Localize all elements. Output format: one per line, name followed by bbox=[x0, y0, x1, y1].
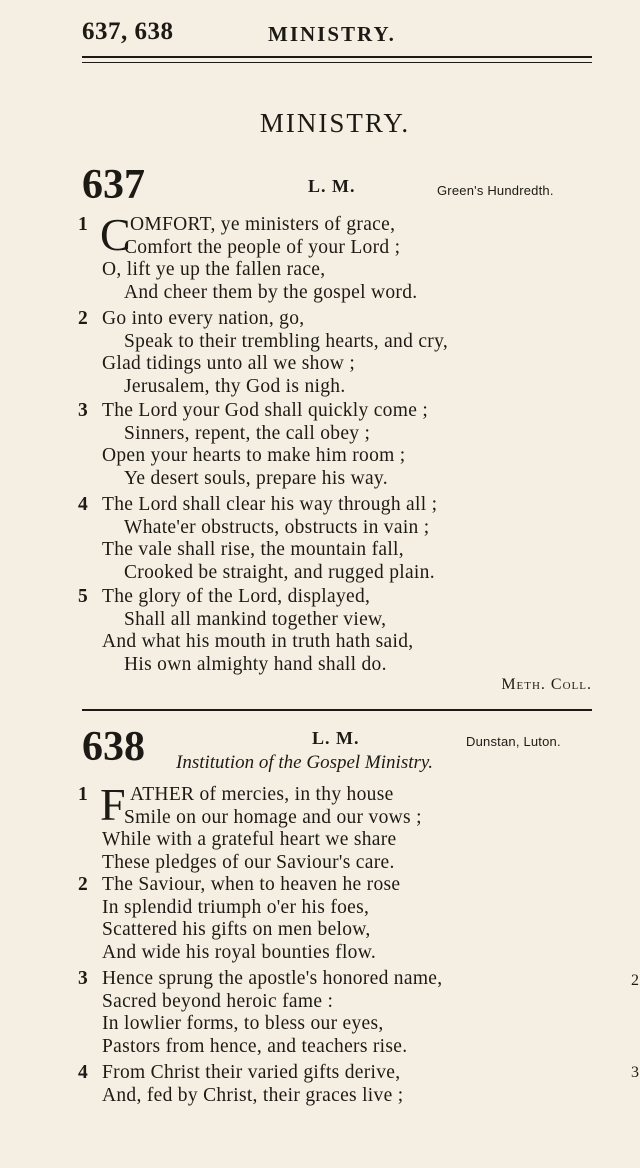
hymn-tune: Dunstan, Luton. bbox=[466, 734, 561, 749]
stanza-line: O, lift ye up the fallen race, bbox=[102, 259, 326, 280]
stanza-line: And cheer them by the gospel word. bbox=[124, 281, 418, 303]
hymn-meter: L. M. bbox=[312, 728, 360, 748]
margin-mark: 3 bbox=[631, 1064, 639, 1081]
running-head bbox=[82, 18, 592, 50]
margin-mark: 2 bbox=[631, 972, 639, 989]
stanza-line: While with a grateful heart we share bbox=[102, 829, 397, 850]
stanza-line: Glad tidings unto all we show ; bbox=[102, 353, 356, 374]
stanza-line: 5 The glory of the Lord, displayed, bbox=[78, 586, 371, 607]
hymn-attribution: Meth. Coll. bbox=[501, 676, 592, 693]
stanza-line: 3 The Lord your God shall quickly come ; bbox=[78, 400, 429, 421]
stanza-line: Sacred beyond heroic fame : bbox=[102, 990, 334, 1012]
stanza-line: Jerusalem, thy God is nigh. bbox=[124, 375, 346, 397]
running-title: MINISTRY. bbox=[268, 22, 396, 46]
hymn-meter: L. M. bbox=[308, 176, 356, 196]
stanza-line: Speak to their trembling hearts, and cry, bbox=[124, 330, 449, 352]
stanza-line: And what his mouth in truth hath said, bbox=[102, 631, 414, 652]
stanza bbox=[78, 586, 598, 676]
stanza-number: 5 bbox=[78, 586, 89, 607]
stanza-line: 2 The Saviour, when to heaven he rose bbox=[78, 874, 401, 895]
hymn-divider-rule bbox=[82, 709, 592, 711]
stanza-number: 3 bbox=[78, 968, 89, 989]
hymn-number: 638 bbox=[82, 724, 145, 770]
stanza-line: Open your hearts to make him room ; bbox=[102, 445, 406, 466]
stanza-number: 1 bbox=[78, 784, 89, 805]
hymn-subtitle: Institution of the Gospel Ministry. bbox=[176, 752, 434, 773]
stanza bbox=[78, 308, 598, 398]
stanza-number: 1 bbox=[78, 214, 89, 235]
stanza-line: Sinners, repent, the call obey ; bbox=[124, 422, 371, 444]
stanza-line: And wide his royal bounties flow. bbox=[102, 941, 377, 963]
stanza-line: 1 F ATHER of mercies, in thy house bbox=[78, 779, 394, 830]
drop-cap: C bbox=[100, 209, 131, 260]
stanza bbox=[78, 874, 598, 964]
stanza-line: The vale shall rise, the mountain fall, bbox=[102, 539, 404, 560]
stanza-number: 3 bbox=[78, 400, 89, 421]
stanza-line: Crooked be straight, and rugged plain. bbox=[124, 561, 435, 583]
stanza-number: 4 bbox=[78, 494, 89, 515]
stanza bbox=[78, 494, 598, 584]
hymn-tune: Green's Hundredth. bbox=[437, 183, 554, 198]
stanza-line: Shall all mankind together view, bbox=[124, 608, 387, 630]
stanza bbox=[78, 400, 598, 490]
stanza-line: Scattered his gifts on men below, bbox=[102, 919, 371, 940]
stanza-number: 2 bbox=[78, 308, 89, 329]
stanza-line: 3 Hence sprung the apostle's honored name, bbox=[78, 968, 443, 989]
stanza bbox=[78, 968, 598, 1058]
header-rule-bottom bbox=[82, 62, 592, 63]
stanza-line: 4 From Christ their varied gifts derive, bbox=[78, 1062, 401, 1083]
section-title: MINISTRY. bbox=[259, 108, 411, 138]
stanza bbox=[78, 1062, 598, 1107]
stanza-line: 4 The Lord shall clear his way through all ; bbox=[78, 494, 438, 515]
stanza bbox=[78, 209, 598, 304]
hymn-number: 637 bbox=[82, 162, 145, 208]
drop-cap: F bbox=[100, 779, 126, 830]
stanza-line: 1 C OMFORT, ye ministers of grace, bbox=[78, 209, 396, 260]
page-numbers: 637, 638 bbox=[82, 18, 174, 45]
stanza-line: 2 Go into every nation, go, bbox=[78, 308, 305, 329]
stanza-line: Smile on our homage and our vows ; bbox=[124, 806, 422, 828]
stanza-line: Ye desert souls, prepare his way. bbox=[124, 467, 388, 489]
stanza-line: And, fed by Christ, their graces live ; bbox=[102, 1084, 404, 1106]
stanza-line: Whate'er obstructs, obstructs in vain ; bbox=[124, 516, 430, 538]
stanza-line: In lowlier forms, to bless our eyes, bbox=[102, 1013, 384, 1034]
stanza-line: Comfort the people of your Lord ; bbox=[124, 236, 401, 258]
stanza-line: His own almighty hand shall do. bbox=[124, 653, 387, 675]
stanza bbox=[78, 779, 598, 874]
stanza-line: In splendid triumph o'er his foes, bbox=[102, 896, 370, 918]
stanza-number: 2 bbox=[78, 874, 89, 895]
stanza-line: Pastors from hence, and teachers rise. bbox=[102, 1035, 408, 1057]
header-rule-top bbox=[82, 56, 592, 58]
stanza-number: 4 bbox=[78, 1062, 89, 1083]
stanza-line: These pledges of our Saviour's care. bbox=[102, 851, 395, 873]
